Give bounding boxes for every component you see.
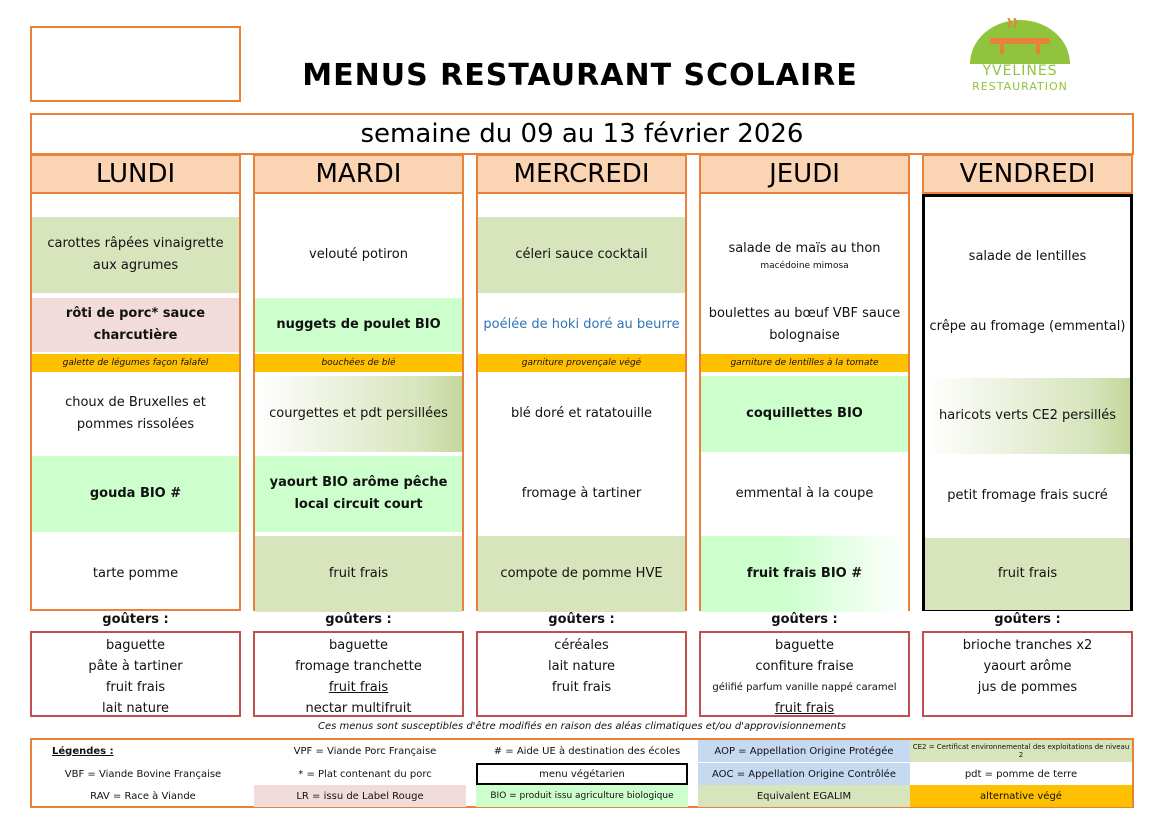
menu-alternative-vege: garniture de lentilles à la tomate — [701, 354, 908, 372]
gouter-box-mercredi — [476, 631, 687, 717]
legend-alternative-vege: alternative végé — [910, 785, 1132, 807]
gouter-item: jus de pommes — [977, 680, 1078, 695]
menu-entree: salade de lentilles — [968, 249, 1087, 264]
gouter-item: fruit frais — [328, 680, 389, 695]
menu-plat: rôti de porc* sauce charcutière — [32, 298, 239, 352]
gouter-item: céréales — [554, 638, 609, 653]
menu-entree: velouté potiron — [309, 247, 408, 262]
gouter-item: brioche tranches x2 — [962, 638, 1093, 653]
gouter-item: gélifié parfum vanille nappé caramel — [712, 682, 897, 693]
day-header-mercredi: MERCREDI — [476, 154, 687, 194]
menu-column-mardi — [253, 194, 464, 611]
legend-bio: BIO = produit issu agriculture biologique — [476, 785, 688, 807]
legend-ce2: CE2 = Certificat environnemental des exploitations de niveau 2 — [910, 740, 1132, 762]
day-header-vendredi: VENDREDI — [922, 154, 1133, 194]
legend-pdt: pdt = pomme de terre — [964, 768, 1078, 780]
menu-garniture: coquillettes BIO — [701, 376, 908, 452]
legend-aide-ue: # = Aide UE à destination des écoles — [493, 745, 681, 757]
day-header-mardi: MARDI — [253, 154, 464, 194]
gouter-item: baguette — [106, 638, 165, 653]
gouter-item: nectar multifruit — [305, 701, 412, 716]
menu-dessert: tarte pomme — [92, 566, 179, 581]
header-blank-box — [30, 26, 241, 102]
gouter-item: lait nature — [101, 701, 170, 716]
gouter-item: fruit frais — [551, 680, 612, 695]
gouter-item: confiture fraise — [755, 659, 854, 674]
menu-dessert: fruit frais BIO # — [701, 536, 908, 612]
day-header-lundi: LUNDI — [30, 154, 241, 194]
menu-column-vendredi — [922, 194, 1133, 611]
menu-garniture: haricots verts CE2 persillés — [925, 378, 1130, 454]
legend-lr: LR = issu de Label Rouge — [254, 785, 466, 807]
gouters-label: goûters : — [325, 612, 392, 627]
gouter-item: baguette — [775, 638, 834, 653]
menu-laitage: fromage à tartiner — [521, 486, 642, 501]
gouters-label: goûters : — [994, 612, 1061, 627]
menu-plat: boulettes au bœuf VBF sauce bolognaise — [708, 306, 901, 343]
logo-line2: RESTAURATION — [972, 80, 1068, 93]
legend-menu-vegetarien: menu végétarien — [476, 763, 688, 785]
menu-plat: nuggets de poulet BIO — [255, 298, 462, 352]
menu-laitage: gouda BIO # — [32, 456, 239, 532]
menu-dessert: fruit frais — [925, 538, 1130, 610]
gouter-item: fruit frais — [105, 680, 166, 695]
legend-title: Légendes : — [52, 745, 114, 757]
day-header-jeudi: JEUDI — [699, 154, 910, 194]
legend-vpf: VPF = Viande Porc Française — [293, 745, 437, 757]
gouter-item: yaourt arôme — [983, 659, 1072, 674]
menu-garniture: blé doré et ratatouille — [510, 406, 653, 421]
menu-laitage: yaourt BIO arôme pêche local circuit court — [255, 456, 462, 532]
gouters-label: goûters : — [102, 612, 169, 627]
week-heading: semaine du 09 au 13 février 2026 — [30, 113, 1134, 155]
menu-entree-group — [701, 217, 908, 293]
logo-line1: YVELINES — [982, 63, 1058, 79]
gouter-box-jeudi — [699, 631, 910, 717]
legend-porc: * = Plat contenant du porc — [298, 768, 432, 780]
gouter-item: baguette — [329, 638, 388, 653]
page-title: MENUS RESTAURANT SCOLAIRE — [302, 58, 858, 93]
gouter-box-vendredi — [922, 631, 1133, 717]
menu-plat: crêpe au fromage (emmental) — [929, 319, 1126, 334]
menu-column-jeudi — [699, 194, 910, 611]
gouter-box-mardi — [253, 631, 464, 717]
menu-column-mercredi — [476, 194, 687, 611]
gouter-item: fruit frais — [774, 701, 835, 716]
gouter-box-lundi — [30, 631, 241, 717]
menu-alternative-vege: bouchées de blé — [255, 354, 462, 372]
menu-laitage: petit fromage frais sucré — [947, 488, 1108, 503]
legend-egalim: Equivalent EGALIM — [698, 785, 910, 807]
menu-alternative-vege: galette de légumes façon falafel — [32, 354, 239, 372]
legend-vbf: VBF = Viande Bovine Française — [64, 768, 222, 780]
gouter-item: pâte à tartiner — [88, 659, 183, 674]
menu-garniture: choux de Bruxelles et pommes rissolées — [65, 395, 206, 432]
gouters-label: goûters : — [771, 612, 838, 627]
disclaimer-note: Ces menus sont susceptibles d'être modifiés en raison des aléas climatiques et/ou d'approvisionnements — [317, 721, 847, 732]
menu-plat: poélée de hoki doré au beurre — [483, 317, 680, 332]
gouter-item: fromage tranchette — [295, 659, 422, 674]
cloche-logo-icon — [960, 18, 1080, 68]
menu-alternative-vege: garniture provençale végé — [478, 354, 685, 372]
legend-box — [30, 738, 1134, 808]
menu-entree-alternative: macédoine mimosa — [760, 261, 849, 271]
gouters-label: goûters : — [548, 612, 615, 627]
gouter-item: lait nature — [547, 659, 616, 674]
legend-aop: AOP = Appellation Origine Protégée — [698, 740, 910, 762]
menu-garniture: courgettes et pdt persillées — [255, 376, 462, 452]
menu-entree: céleri sauce cocktail — [478, 217, 685, 293]
menu-column-lundi — [30, 194, 241, 611]
menu-laitage: emmental à la coupe — [735, 486, 874, 501]
menu-dessert: compote de pomme HVE — [478, 536, 685, 612]
menu-dessert: fruit frais — [255, 536, 462, 612]
legend-rav: RAV = Race à Viande — [90, 790, 196, 802]
menu-entree: carottes râpées vinaigrette aux agrumes — [32, 217, 239, 293]
legend-aoc: AOC = Appellation Origine Contrôlée — [698, 763, 910, 785]
logo-text — [958, 64, 1082, 94]
menu-entree: salade de maïs au thon — [728, 241, 881, 256]
